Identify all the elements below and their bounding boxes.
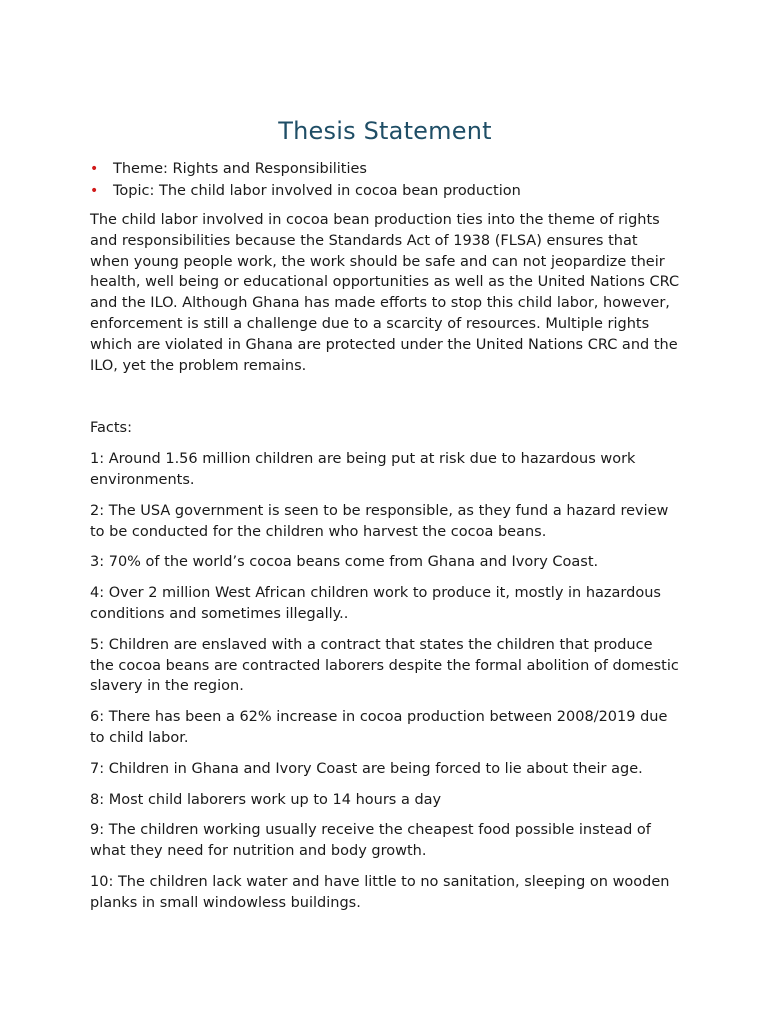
fact-item: 1: Around 1.56 million children are being put at risk due to hazardous work environments.: [90, 451, 636, 488]
fact-item: 8: Most child laborers work up to 14 hours a day: [90, 791, 442, 808]
bullet-text-theme: Theme: Rights and Responsibilities: [113, 161, 367, 177]
bullet-dot-icon: •: [90, 183, 99, 199]
intro-paragraph: The child labor involved in cocoa bean production ties into the theme of rights and responsibilities because the Standards Act of 1938 (FLSA) ensures that when young people work, the work should be safe and can not jeopardize their health, well being or educational opportunities as well as the United Nations CRC and the ILO. Although Ghana has made efforts to stop this child labor, however, enforcement is still a challenge due to a scarcity of resources. Multiple rights which are violated in Ghana are protected under the United Nations CRC and the ILO, yet the problem remains.: [90, 212, 680, 374]
fact-item: 5: Children are enslaved with a contract that states the children that produce the cocoa beans are contracted laborers despite the formal abolition of domestic slavery in the region.: [90, 636, 679, 695]
fact-item: 4: Over 2 million West African children work to produce it, mostly in hazardous conditions and sometimes illegally..: [90, 585, 661, 622]
bullet-text-topic: Topic: The child labor involved in cocoa bean production: [113, 183, 521, 199]
list-item: [90, 158, 680, 180]
fact-item: 9: The children working usually receive the cheapest food possible instead of what they need for nutrition and body growth.: [90, 822, 651, 860]
document-page: [90, 112, 680, 924]
fact-item: 7: Children in Ghana and Ivory Coast are being forced to lie about their age.: [90, 760, 643, 777]
list-item: [90, 180, 680, 202]
bullet-list: [90, 158, 680, 202]
facts-heading: Facts:: [90, 420, 132, 437]
fact-item: 2: The USA government is seen to be responsible, as they fund a hazard review to be conducted for the children who harvest the cocoa beans.: [90, 502, 669, 540]
fact-item: 3: 70% of the world’s cocoa beans come from Ghana and Ivory Coast.: [90, 554, 599, 571]
fact-item: 6: There has been a 62% increase in cocoa production between 2008/2019 due to child labor.: [90, 709, 668, 746]
bullet-dot-icon: •: [90, 161, 99, 177]
page-title: Thesis Statement: [278, 117, 492, 145]
fact-item: 10: The children lack water and have little to no sanitation, sleeping on wooden planks in small windowless buildings.: [90, 873, 670, 911]
